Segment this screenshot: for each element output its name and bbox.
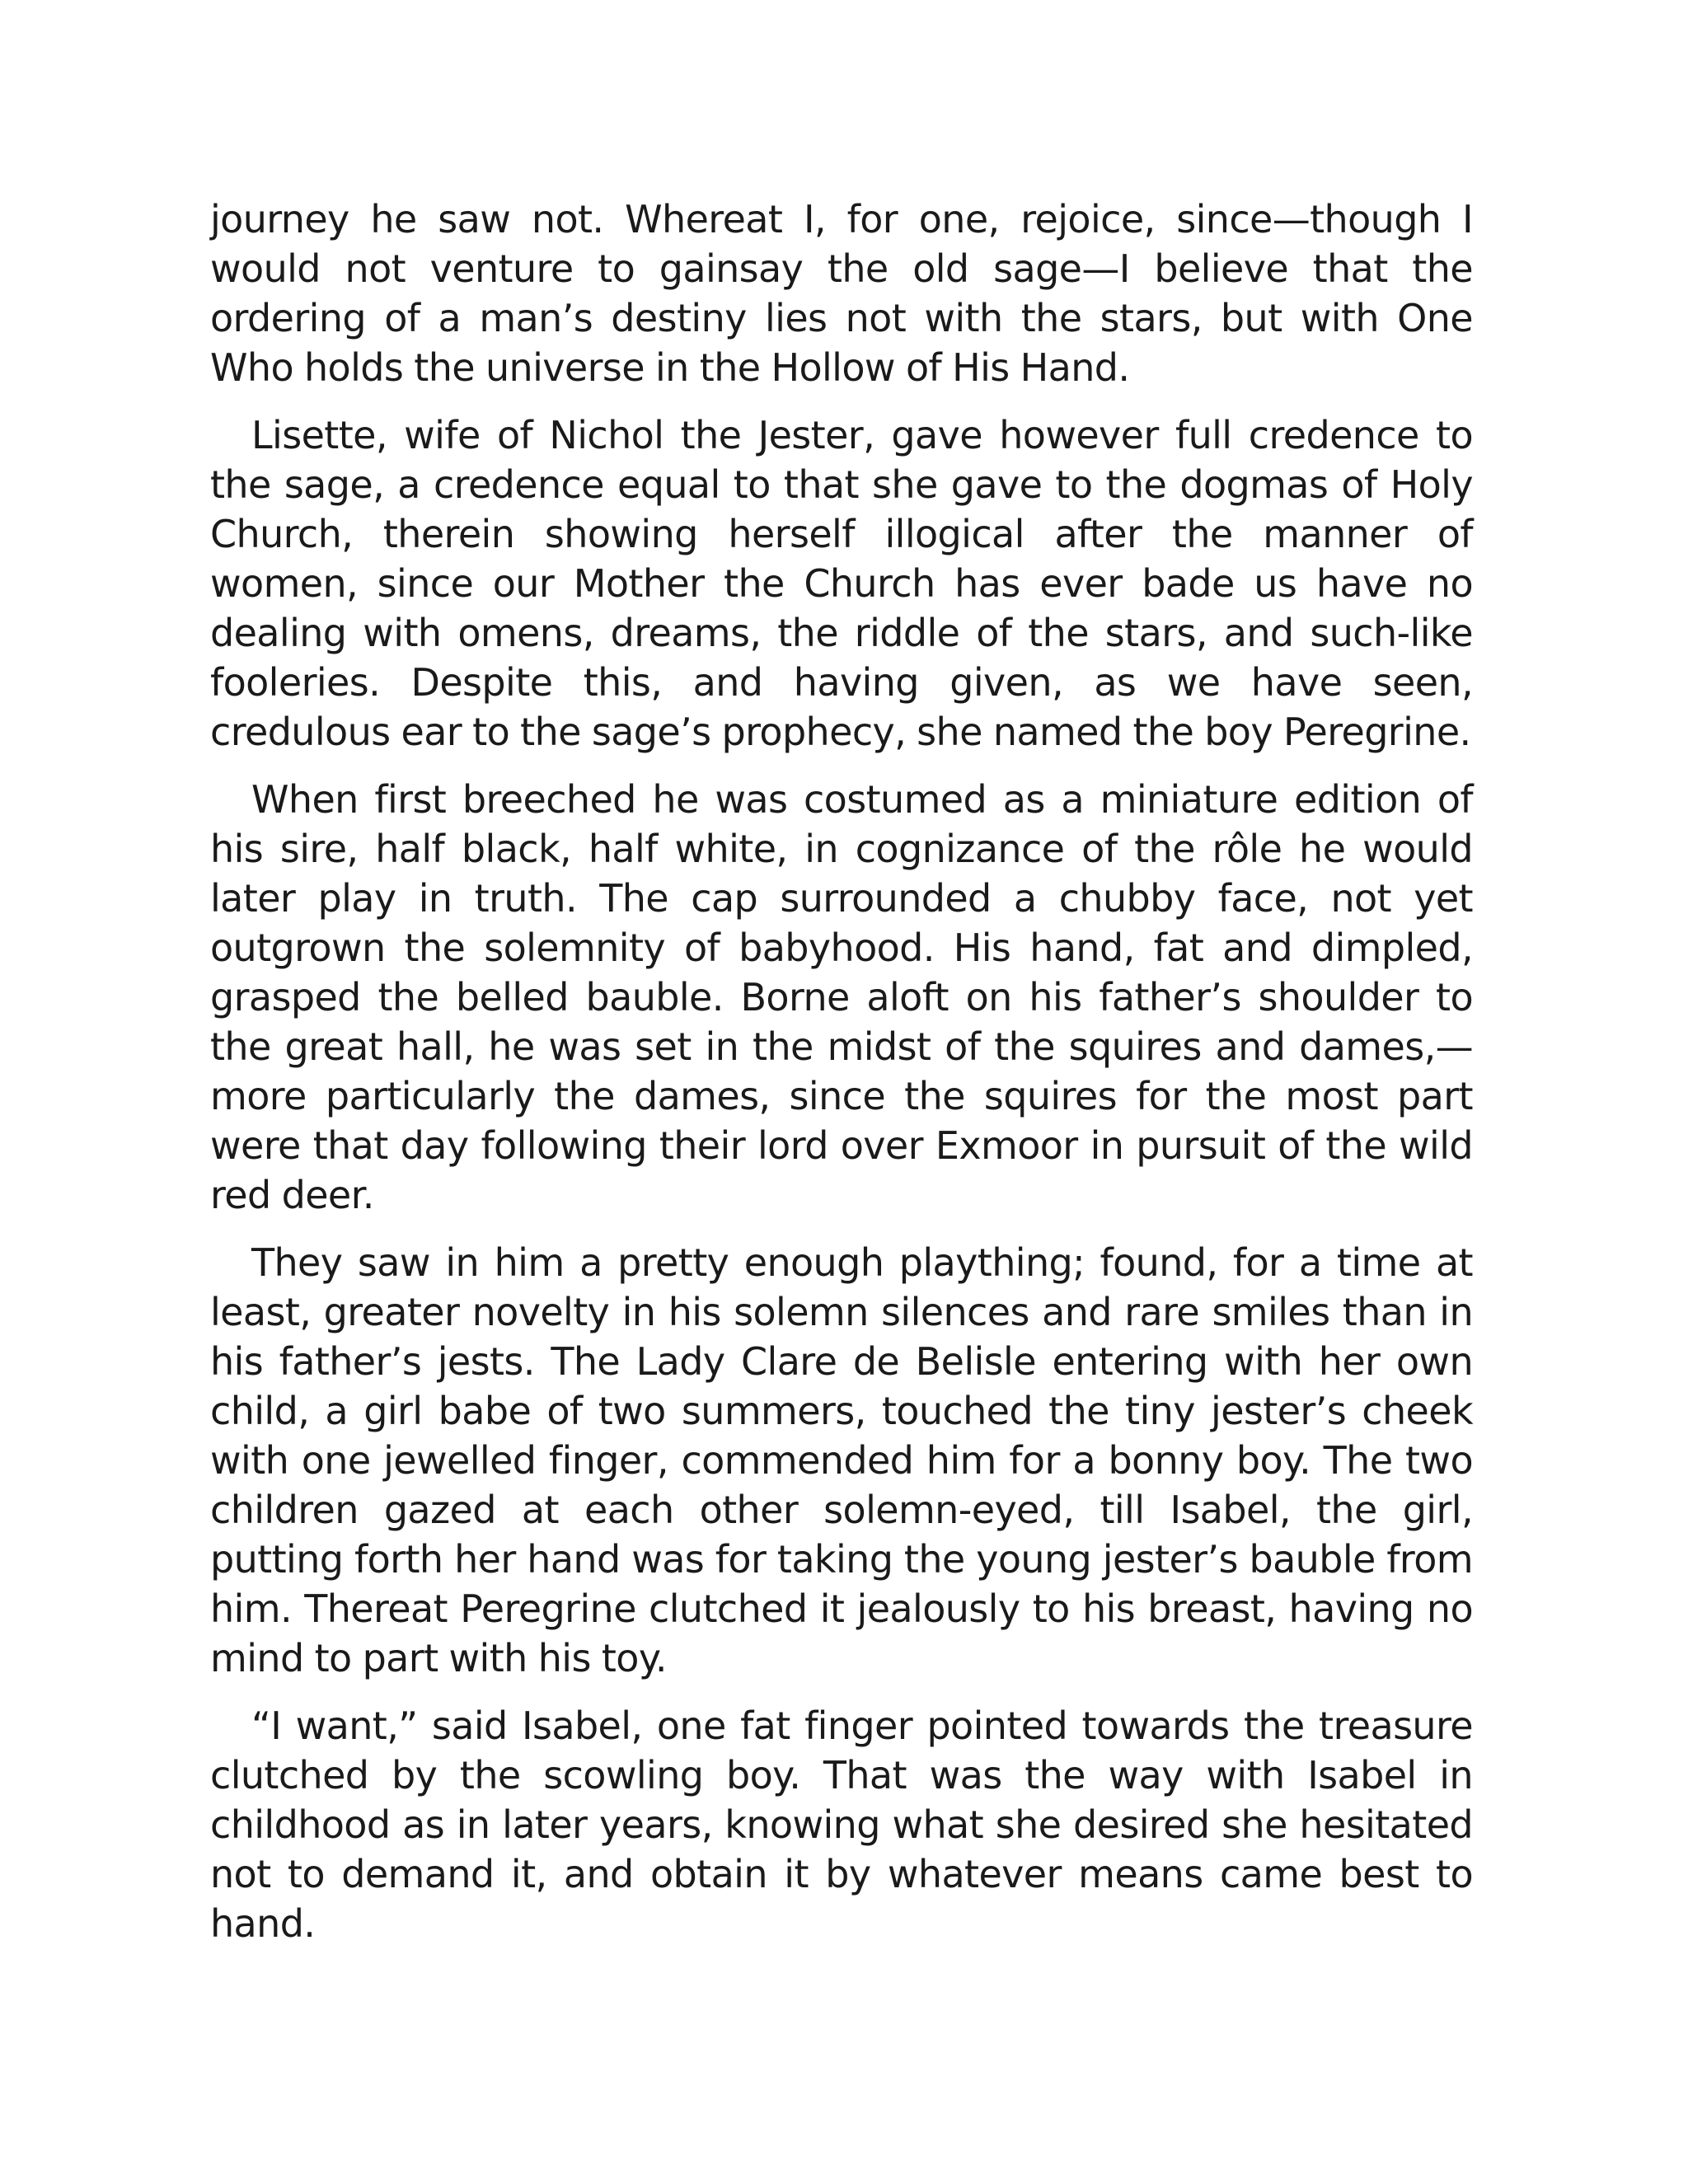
paragraph-4: They saw in him a pretty enough plaything; found, for a time at least, greater novelty in his solemn silences and rare smiles than in his father’s jests. The Lady Clare de Belisle entering with her own child, a girl babe of two summers, touched the tiny jester’s cheek with one jewelled finger, commended him for a bonny boy. The two children gazed at each other solemn-eyed, till Isabel, the girl, putting forth her hand was for taking the young jester’s bauble from him. Thereat Peregrine clutched it jealously to his breast, having no mind to part with his toy. [210, 1240, 1473, 1680]
paragraph-3: When first breeched he was costumed as a miniature edition of his sire, half black, half white, in cognizance of the rôle he would later play in truth. The cap surrounded a chubby face, not yet outgrown the solemnity of babyhood. His hand, fat and dimpled, grasped the belled bauble. Borne aloft on his father’s shoulder to the great hall, he was set in the midst of the squires and dames,—more particularly the dames, since the squires for the most part were that day following their lord over Exmoor in pursuit of the wild red deer. [210, 777, 1473, 1217]
paragraph-1: journey he saw not. Whereat I, for one, rejoice, since—though I would not venture to gainsay the old sage—I believe that the ordering of a man’s destiny lies not with the stars, but with One Who holds the universe in the Hollow of His Hand. [210, 197, 1473, 390]
paragraph-2: Lisette, wife of Nichol the Jester, gave however full credence to the sage, a credence equal to that she gave to the dogmas of Holy Church, therein showing herself illogical after the manner of women, since our Mother the Church has ever bade us have no dealing with omens, dreams, the riddle of the stars, and such-like fooleries. Despite this, and having given, as we have seen, credulous ear to the sage’s prophecy, she named the boy Peregrine. [210, 413, 1473, 754]
paragraph-5: “I want,” said Isabel, one fat finger pointed towards the treasure clutched by the scowling boy. That was the way with Isabel in childhood as in later years, knowing what she desired she hesitated not to demand it, and obtain it by whatever means came best to hand. [210, 1704, 1473, 1946]
page-body [210, 194, 1473, 1966]
